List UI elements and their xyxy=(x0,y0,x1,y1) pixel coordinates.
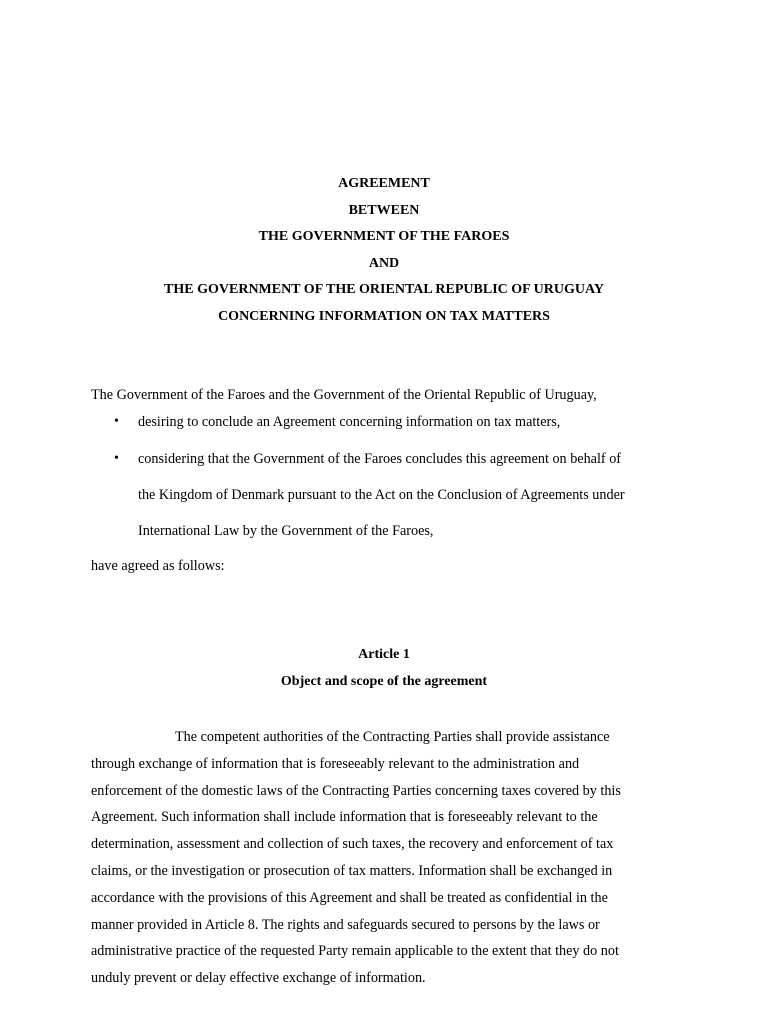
preamble-bullet-2-line: the Kingdom of Denmark pursuant to the Act on the Conclusion of Agreements under xyxy=(138,487,625,503)
title-line: AGREEMENT xyxy=(338,176,430,191)
title-line: AND xyxy=(368,255,400,271)
paragraph-line: manner provided in Article 8. The rights and safeguards secured to persons by the laws or xyxy=(91,916,600,933)
bullet-marker: • xyxy=(114,451,119,466)
title-line: CONCERNING INFORMATION ON TAX MATTERS xyxy=(218,308,550,324)
preamble-intro: The Government of the Faroes and the Government of the Oriental Republic of Uruguay, xyxy=(91,387,597,403)
preamble-closing: have agreed as follows: xyxy=(91,558,225,574)
bullet-marker: • xyxy=(114,414,119,429)
title-line: THE GOVERNMENT OF THE FAROES xyxy=(258,229,510,245)
article-paragraph xyxy=(91,724,681,992)
paragraph-line: determination, assessment and collection of such taxes, the recovery and enforcement of tax xyxy=(91,836,614,853)
agreement-title xyxy=(0,171,768,331)
paragraph-line: claims, or the investigation or prosecution of tax matters. Information shall be exchanged in xyxy=(91,862,613,879)
preamble-bullet-1-line: desiring to conclude an Agreement concerning information on tax matters, xyxy=(138,414,561,430)
preamble-bullet-2-line: International Law by the Government of the Faroes, xyxy=(138,523,434,539)
title-line: BETWEEN xyxy=(348,202,420,218)
title-line: THE GOVERNMENT OF THE ORIENTAL REPUBLIC OF URUGUAY xyxy=(164,282,604,298)
paragraph-line: administrative practice of the requested Party remain applicable to the extent that they do not xyxy=(91,943,619,960)
paragraph-line: unduly prevent or delay effective exchange of information. xyxy=(91,970,426,987)
paragraph-line: enforcement of the domestic laws of the Contracting Parties concerning taxes covered by this xyxy=(91,782,621,799)
paragraph-line: accordance with the provisions of this Agreement and shall be treated as confidential in the xyxy=(91,889,608,906)
paragraph-line: Agreement. Such information shall include information that is foreseeably relevant to the xyxy=(91,809,598,826)
paragraph-line: The competent authorities of the Contracting Parties shall provide assistance xyxy=(175,729,610,745)
article-heading: Article 1 xyxy=(358,647,410,662)
paragraph-line: through exchange of information that is foreseeably relevant to the administration and xyxy=(91,755,580,772)
preamble-bullet-2-line: considering that the Government of the Faroes concludes this agreement on behalf of xyxy=(138,451,622,467)
article-subheading: Object and scope of the agreement xyxy=(280,674,488,689)
